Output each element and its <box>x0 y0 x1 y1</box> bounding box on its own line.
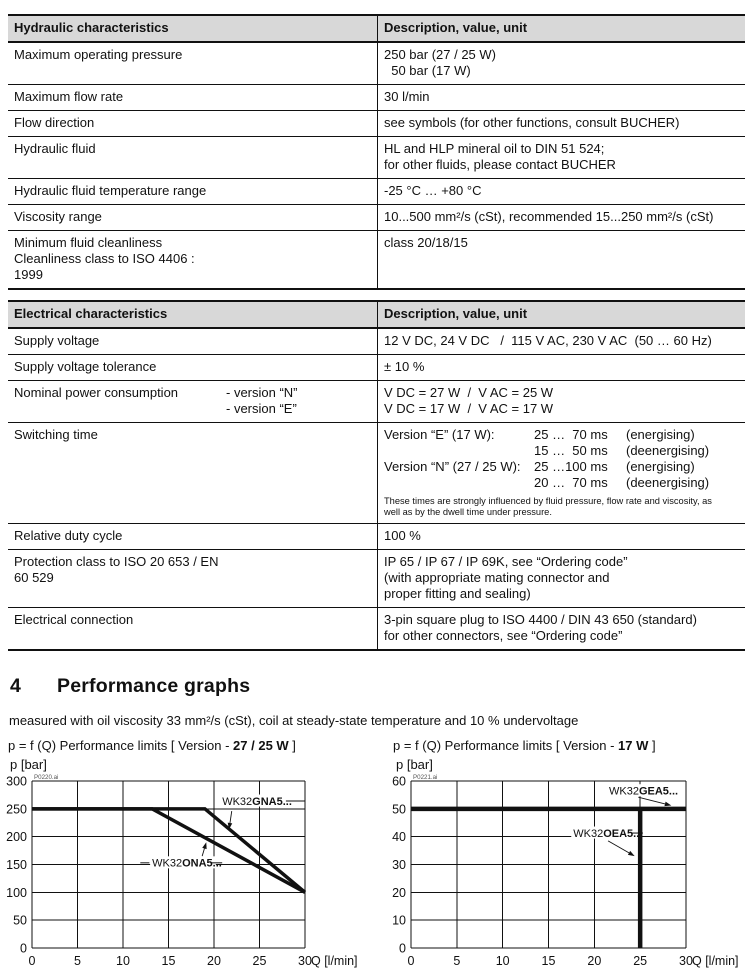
performance-chart-left <box>8 737 381 971</box>
table-row: Hydraulic fluid temperature range -25 °C … +80 °C <box>8 178 745 204</box>
chart-title <box>393 737 747 754</box>
chart-title-post: ] <box>288 738 296 753</box>
table-header-col1: Hydraulic characteristics <box>14 20 169 35</box>
svg-text:40: 40 <box>392 830 406 845</box>
table-header-col2: Description, value, unit <box>377 16 745 41</box>
table-header-col2: Description, value, unit <box>377 302 745 327</box>
svg-text:20: 20 <box>587 954 602 968</box>
chart-title-post: ] <box>648 738 656 753</box>
svg-text:50: 50 <box>13 913 27 928</box>
section-title: Performance graphs <box>57 675 251 697</box>
chart-title-pre: p = f (Q) Performance limits [ Version - <box>8 738 234 753</box>
svg-text:30: 30 <box>298 954 312 968</box>
svg-text:5: 5 <box>74 954 81 968</box>
table-row: Flow direction see symbols (for other functions, consult BUCHER) <box>8 110 745 136</box>
table-header-row <box>8 16 745 43</box>
svg-text:10: 10 <box>392 913 406 928</box>
table-row: Hydraulic fluid HL and HLP mineral oil to DIN 51 524; for other fluids, please contact BUCHER <box>8 136 745 178</box>
chart-ylabel: p [bar] <box>10 757 47 772</box>
hydraulic-characteristics-table <box>8 14 745 290</box>
svg-text:P0220.ai: P0220.ai <box>34 774 59 781</box>
svg-text:60: 60 <box>392 774 406 789</box>
chart-canvas <box>381 773 747 971</box>
performance-graphs <box>8 737 745 971</box>
chart-title <box>8 737 381 754</box>
svg-text:100: 100 <box>6 885 27 900</box>
table-row: Supply voltage tolerance ± 10 % <box>8 354 745 380</box>
svg-text:P0221.ai: P0221.ai <box>413 774 438 781</box>
table-row: Switching time Version “E” (17 W): 25 … 70 ms (energising) 15 … 50 ms (deenergising) Version “N” (27 / 25 W): 25 …100 ms (energising) 20 … 70 ms (deenergising) These times are strongly influenced by fluid pressure, flow rate and viscosity, as well as by the dwell time under pressure. <box>8 422 745 523</box>
performance-chart-right <box>381 737 747 971</box>
svg-text:10: 10 <box>116 954 130 968</box>
svg-text:15: 15 <box>161 954 176 968</box>
table-body <box>8 329 745 649</box>
electrical-characteristics-table <box>8 300 745 651</box>
section-subtitle: measured with oil viscosity 33 mm²/s (cSt), coil at steady-state temperature and 10 % undervoltage <box>9 713 579 728</box>
svg-text:15: 15 <box>541 954 556 968</box>
section-heading <box>10 675 745 698</box>
svg-text:30: 30 <box>679 954 693 968</box>
chart-title-version: 27 / 25 W <box>233 738 289 753</box>
svg-text:150: 150 <box>6 858 27 872</box>
svg-text:25: 25 <box>252 954 267 968</box>
table-row: Maximum operating pressure 250 bar (27 / 25 W) 50 bar (17 W) <box>8 43 745 84</box>
svg-text:WK32OEA5...: WK32OEA5... <box>573 827 643 840</box>
chart-canvas <box>8 773 381 971</box>
svg-text:WK32GEA5...: WK32GEA5... <box>609 785 679 798</box>
svg-text:Q [l/min]: Q [l/min] <box>311 954 358 968</box>
svg-text:10: 10 <box>495 954 510 968</box>
svg-text:50: 50 <box>392 802 406 817</box>
svg-text:200: 200 <box>6 830 27 845</box>
table-row: Maximum flow rate 30 l/min <box>8 84 745 110</box>
table-row: Electrical connection 3-pin square plug to ISO 4400 / DIN 43 650 (standard) for other connectors, see “Ordering code” <box>8 607 745 649</box>
table-row: Nominal power consumption - version “N” - version “E” V DC = 27 W / V AC = 25 W V DC = 17 W / V AC = 17 W <box>8 380 745 422</box>
svg-text:5: 5 <box>453 954 461 968</box>
section-number: 4 <box>10 675 22 697</box>
svg-text:WK32ONA5...: WK32ONA5... <box>152 857 222 870</box>
table-header-col1: Electrical characteristics <box>14 306 168 321</box>
svg-text:0: 0 <box>20 941 27 956</box>
table-header-row <box>8 302 745 329</box>
table-row: Minimum fluid cleanliness Cleanliness class to ISO 4406 : 1999 class 20/18/15 <box>8 230 745 288</box>
table-body <box>8 43 745 288</box>
svg-text:20: 20 <box>392 885 406 900</box>
chart-ylabel: p [bar] <box>396 757 433 772</box>
svg-text:20: 20 <box>207 954 221 968</box>
svg-text:25: 25 <box>633 954 648 968</box>
table-row: Protection class to ISO 20 653 / EN 60 529 IP 65 / IP 67 / IP 69K, see “Ordering code” (with appropriate mating connector and proper fitting and sealing) <box>8 549 745 607</box>
svg-text:0: 0 <box>407 954 415 968</box>
table-row: Viscosity range 10...500 mm²/s (cSt), recommended 15...250 mm²/s (cSt) <box>8 204 745 230</box>
chart-title-version: 17 W <box>618 738 649 753</box>
chart-title-pre: p = f (Q) Performance limits [ Version - <box>393 738 619 753</box>
table-row: Supply voltage 12 V DC, 24 V DC / 115 V AC, 230 V AC (50 … 60 Hz) <box>8 329 745 354</box>
svg-text:Q [l/min]: Q [l/min] <box>692 954 739 968</box>
svg-text:0: 0 <box>399 941 406 956</box>
table-row: Relative duty cycle 100 % <box>8 523 745 549</box>
svg-text:WK32GNA5...: WK32GNA5... <box>222 795 292 808</box>
svg-text:250: 250 <box>6 802 27 817</box>
svg-text:0: 0 <box>28 954 36 968</box>
svg-text:30: 30 <box>392 858 406 872</box>
svg-text:300: 300 <box>6 774 27 789</box>
